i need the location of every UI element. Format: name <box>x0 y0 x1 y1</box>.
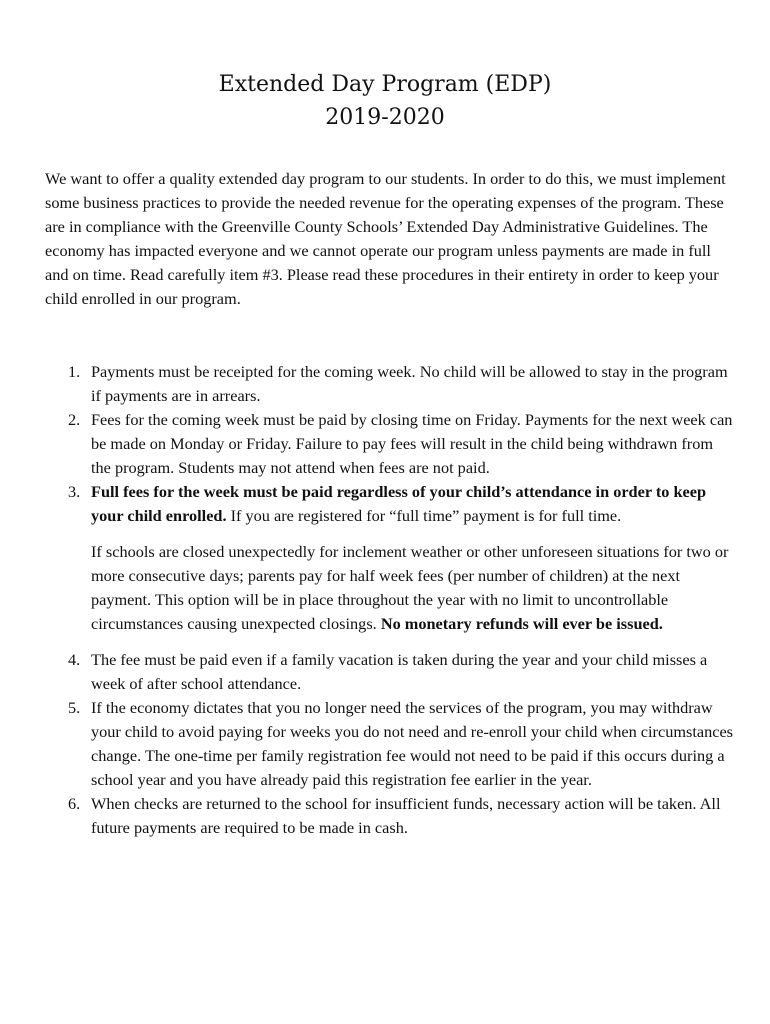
rule-item-6 <box>45 792 735 840</box>
rule-number: 6. <box>68 794 81 813</box>
rule-text: The fee must be paid even if a family vacation is taken during the year and your child misses a week of after school attendance. <box>91 650 708 693</box>
rule-text: If the economy dictates that you no longer need the services of the program, you may withdraw your child to avoid paying for weeks you do not need and re-enroll your child when circumstances change. The one-time per family registration fee would not need to be paid if this occurs during a school year and you have already paid this registration fee earlier in the year. <box>91 698 734 789</box>
intro-paragraph: We want to offer a quality extended day program to our students. In order to do this, we must implement some business practices to provide the needed revenue for the operating expenses of the program. These are in compliance with the Greenville County Schools’ Extended Day Administrative Guidelines. The economy has impacted everyone and we cannot operate our program unless payments are made in full and on time. Read carefully item #3. Please read these procedures in their entirety in order to keep your child enrolled in our program. <box>45 169 726 308</box>
document-title: Extended Day Program (EDP) <box>218 72 552 97</box>
rule-item-4 <box>45 648 735 696</box>
rule-number: 2. <box>68 410 81 429</box>
rule-text: Payments must be receipted for the coming week. No child will be allowed to stay in the program if payments are in arrears. <box>91 362 728 405</box>
rule-closure-paragraph <box>91 540 735 636</box>
rule-bold-text: Full fees for the week must be paid regardless of your child’s attendance in order to keep your child enrolled. <box>91 482 707 525</box>
rule-item-5 <box>45 696 735 792</box>
document-header <box>0 68 770 134</box>
closure-text: If schools are closed unexpectedly for inclement weather or other unforeseen situations for two or more consecutive days; parents pay for half week fees (per number of children) at the next payment. This option will be in place throughout the year with no limit to uncontrollable circumstances causing unexpected closings. <box>91 542 729 633</box>
rule-text <box>91 480 735 528</box>
rule-number: 4. <box>68 650 81 669</box>
no-refunds-notice: No monetary refunds will ever be issued. <box>380 614 663 633</box>
rule-plain-text: If you are registered for “full time” payment is for full time. <box>226 506 622 525</box>
rule-text: When checks are returned to the school for insufficient funds, necessary action will be taken. All future payments are required to be made in cash. <box>91 794 721 837</box>
document-year: 2019-2020 <box>325 105 445 130</box>
rule-item-1 <box>45 360 735 408</box>
rule-item-3 <box>45 480 735 636</box>
rule-number: 5. <box>68 698 81 717</box>
rule-number: 1. <box>68 362 81 381</box>
rule-text: Fees for the coming week must be paid by closing time on Friday. Payments for the next week can be made on Monday or Friday. Failure to pay fees will result in the child being withdrawn from the program. Students may not attend when fees are not paid. <box>91 410 733 477</box>
rule-number: 3. <box>68 482 81 501</box>
rule-item-2 <box>45 408 735 480</box>
rules-list <box>45 360 735 840</box>
